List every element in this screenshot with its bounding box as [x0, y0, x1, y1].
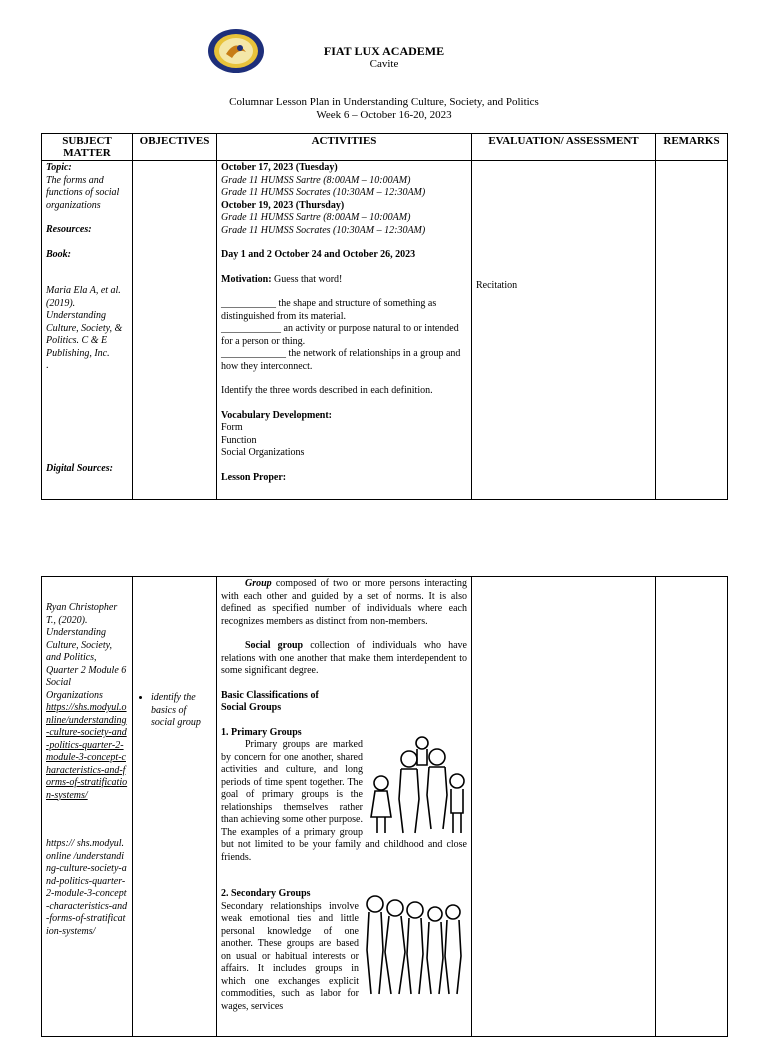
- blank-line: ___________: [221, 298, 276, 309]
- group-definition: [221, 578, 467, 628]
- resources-label: Resources:: [46, 224, 92, 235]
- schedule-line: Grade 11 HUMSS Sartre (8:00AM – 10:00AM): [221, 212, 411, 223]
- motivation-text: Guess that word!: [274, 273, 343, 285]
- remarks-cell: [656, 577, 728, 1037]
- identify-instruction: Identify the three words described in each definition.: [221, 385, 433, 396]
- remarks-cell: [656, 161, 728, 500]
- family-illustration: [367, 729, 467, 837]
- definition-text: the shape and structure of something as distinguished from its material.: [221, 298, 437, 322]
- social-group-definition: [221, 640, 467, 678]
- primary-groups-text: Primary groups are marked by concern for one another, shared activities and culture, and long periods of time spent together. The goal of primary groups is the relationships themselves rather than achieving some other purpose. The examples of a primary group but not limited to be your family and childhood and close friends.: [221, 739, 467, 863]
- column-header-subject: SUBJECT MATTER: [42, 134, 133, 161]
- digital-sources-label: Digital Sources:: [46, 462, 113, 474]
- lesson-proper-label: Lesson Proper:: [221, 471, 287, 483]
- book-reference: Maria Ela A, et al. (2019). Understanding Culture, Society, & Politics. C & E Publishing, Inc.: [46, 285, 123, 359]
- activities-cell: [217, 161, 472, 500]
- subject-matter-cell: [42, 161, 133, 500]
- evaluation-text: Recitation: [476, 280, 518, 291]
- book-label: Book:: [46, 248, 71, 260]
- friends-illustration: [363, 890, 467, 998]
- lesson-days: Day 1 and 2 October 24 and October 26, 2023: [221, 249, 416, 260]
- definition-text: the network of relationships in a group and how they interconnect.: [221, 348, 461, 372]
- date-tuesday: October 17, 2023 (Tuesday): [221, 162, 338, 173]
- basic-classifications-heading: Basic Classifications of Social Groups: [221, 689, 319, 713]
- lesson-plan-table-page-2: [41, 576, 728, 1037]
- blank-definition: [221, 298, 467, 323]
- blank-definition: [221, 348, 467, 373]
- social-group-definition-text: collection of individuals who have relations with one another that make them interdependent to some significant degree.: [221, 640, 467, 676]
- secondary-groups-text: Secondary relationships involve weak emotional ties and little personal knowledge of one another. These groups are based on usual or habitual interests or affairs. It includes groups in which one exchanges explicit commodities, such as labor for wages, services: [221, 900, 359, 1012]
- motivation-label: Motivation:: [221, 273, 272, 285]
- vocabulary-item: Function: [221, 434, 257, 446]
- schedule-line: Grade 11 HUMSS Sartre (8:00AM – 10:00AM): [221, 174, 411, 186]
- lesson-plan-table-page-1: [41, 133, 728, 500]
- secondary-groups-heading: 2. Secondary Groups: [221, 888, 311, 899]
- objective-item: • identify the basics of social group: [151, 692, 212, 730]
- schedule-line: Grade 11 HUMSS Socrates (10:30AM – 12:30AM): [221, 224, 426, 236]
- blank-definition: [221, 323, 467, 348]
- dot-text: .: [46, 360, 49, 371]
- lesson-plan-week: Week 6 – October 16-20, 2023: [316, 109, 452, 121]
- school-name: FIAT LUX ACADEME: [323, 44, 445, 58]
- blank-line: ____________: [221, 323, 281, 334]
- module-reference: Ryan Christopher T., (2020). Understanding Culture, Society, and Politics, Quarter 2 Module 6 Social Organizations: [46, 602, 127, 701]
- table-row: [42, 161, 728, 500]
- column-header-evaluation: EVALUATION/ ASSESSMENT: [472, 134, 656, 161]
- table-row: [42, 577, 728, 1037]
- column-header-objectives: OBJECTIVES: [133, 134, 217, 161]
- activities-cell: [217, 577, 472, 1037]
- group-definition-text: composed of two or more persons interacting with each other and guided by a set of norms. It is also defined as specified number of individuals where each recognizes members as distinct from non-members.: [221, 578, 467, 627]
- vocabulary-label: Vocabulary Development:: [221, 409, 333, 421]
- group-term: Group: [245, 578, 272, 589]
- evaluation-cell: [472, 577, 656, 1037]
- lesson-plan-title: Columnar Lesson Plan in Understanding Culture, Society, and Politics: [229, 96, 539, 108]
- motivation: [221, 274, 467, 287]
- primary-groups-heading: 1. Primary Groups: [221, 726, 302, 738]
- date-thursday: October 19, 2023 (Thursday): [221, 199, 345, 211]
- column-header-activities: ACTIVITIES: [217, 134, 472, 161]
- objectives-list: [137, 692, 212, 730]
- topic-label: Topic:: [46, 162, 72, 173]
- objectives-cell: [133, 161, 217, 500]
- source-link[interactable]: https:// shs.modyul.online /understanding-culture-society-and-politics-quarter-2-module-3-concept-characteristics-and-forms-of-stratification-systems/: [46, 838, 128, 937]
- schedule-line: Grade 11 HUMSS Socrates (10:30AM – 12:30AM): [221, 187, 426, 198]
- definition-text: an activity or purpose natural to or intended for a person or thing.: [221, 323, 459, 347]
- source-link[interactable]: https://shs.modyul.online/understanding-culture-society-and-politics-quarter-2-module-3-concept-characteristics-and-forms-of-stratification-systems/: [46, 702, 128, 801]
- table-header-row: [42, 134, 728, 161]
- topic-text: The forms and functions of social organizations: [46, 174, 120, 211]
- column-header-remarks: REMARKS: [656, 134, 728, 161]
- vocabulary-item: Form: [221, 422, 243, 433]
- evaluation-cell: [472, 161, 656, 500]
- objectives-cell: [133, 577, 217, 1037]
- school-location: Cavite: [369, 58, 399, 70]
- vocabulary-item: Social Organizations: [221, 447, 305, 458]
- social-group-term: Social group: [245, 640, 304, 651]
- subject-matter-cell: [42, 577, 133, 1037]
- blank-line: _____________: [221, 348, 286, 359]
